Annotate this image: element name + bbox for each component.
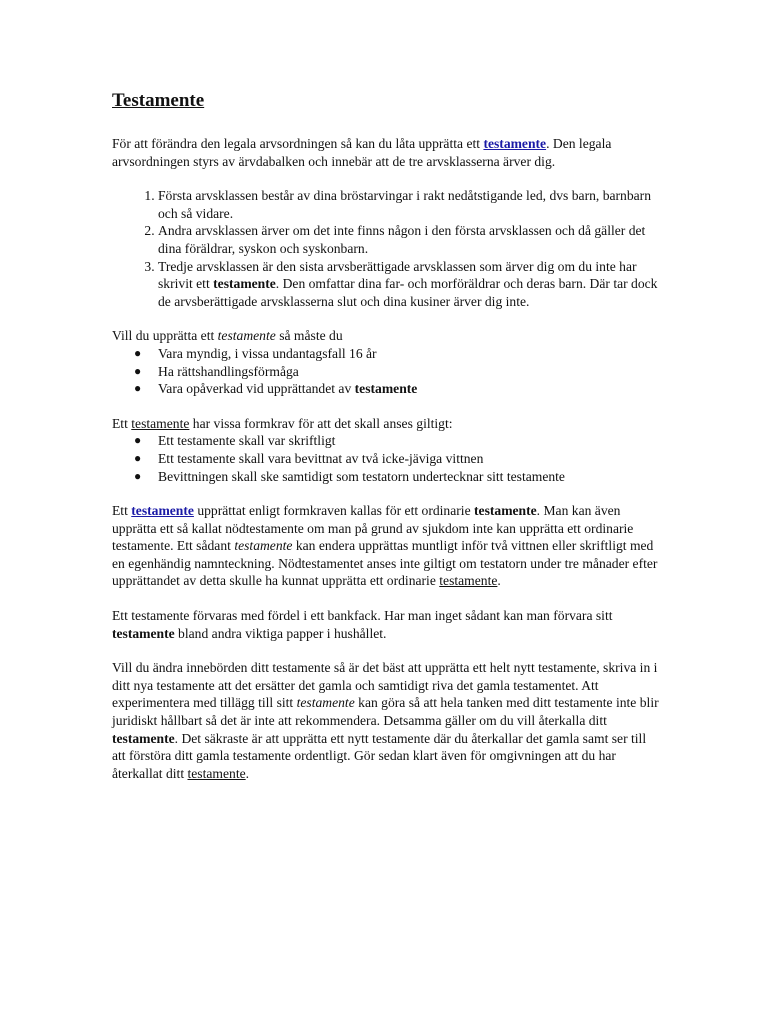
requirements-intro: Vill du upprätta ett testamente så måste du	[112, 328, 343, 344]
formal-requirements-intro: Ett testamente har vissa formkrav för att det skall anses giltigt:	[112, 415, 453, 431]
intro-paragraph	[112, 135, 660, 170]
change-testament-paragraph: Vill du ändra innebörden ditt testamente så är det bäst att upprätta ett helt nytt testamente, skriva in i ditt nya testamente att det ersätter det gamla och samtidigt riva det gamla testamentet. Att experimentera med tillägg till sitt testamente kan göra så att hela tanken med ditt testamente inte blir juridiskt hållbart så det är inte att rekommendera. Detsamma gäller om du vill återkalla ditt testamente. Det säkraste är att upprätta ett nytt testamente där du återkallar det gamla samt ser till att förstöra ditt gamla testamente ordentligt. Gör sedan klart även för omgivningen att du har återkallat ditt testamente.	[112, 660, 659, 781]
testamente-link[interactable]: testamente	[483, 136, 547, 151]
storage-paragraph: Ett testamente förvaras med fördel i ett bankfack. Har man inget sådant kan man förvara sitt testamente bland andra viktiga papper i hushållet.	[112, 608, 613, 641]
list-item: ● Bevittningen skall ske samtidigt som testatorn undertecknar sitt testamente	[134, 468, 565, 484]
page-title: Testamente	[112, 90, 205, 111]
bullet-icon: ●	[134, 345, 142, 360]
document-page	[112, 88, 660, 799]
testamente-link[interactable]: testamente	[131, 503, 194, 519]
list-item: 1. Första arvsklassen består av dina bröstarvingar i rakt nedåtstigande led, dvs barn, barnbarn och så vidare.	[158, 187, 660, 222]
formal-requirements-list	[112, 432, 660, 485]
list-item: 3. Tredje arvsklassen är den sista arvsberättigade arvsklassen som ärver dig om du inte har skrivit ett testamente. Den omfattar dina far- och morföräldrar och deras barn. Där tar dock de arvsberättigade arvsklasserna slut och dina kusiner ärver dig inte.	[158, 258, 660, 311]
list-item: ● Ha rättshandlingsförmåga	[134, 363, 299, 379]
ordinary-testament-paragraph: Ett testamente upprättat enligt formkraven kallas för ett ordinarie testamente. Man kan även upprätta ett så kallat nödtestamente om man på grund av sjukdom inte kan upprätta ett ordinarie testamente. Ett sådant testamente kan endera upprättas muntligt inför två vittnen eller skriftligt med en egenhändig namnteckning. Nödtestamentet anses inte giltigt om testatorn under tre månader efter upprättandet av detta skulle ha kunnat upprätta ett ordinarie testamente.	[112, 503, 658, 589]
bullet-icon: ●	[134, 363, 142, 378]
list-item: ● Vara opåverkad vid upprättandet av testamente	[134, 381, 418, 397]
bullet-icon: ●	[134, 450, 142, 465]
list-item: ● Ett testamente skall var skriftligt	[134, 433, 336, 449]
inheritance-classes-list	[112, 187, 660, 310]
intro-text-1: För att förändra den legala arvsordningen så kan du låta upprätta ett	[112, 136, 484, 151]
list-item: 2. Andra arvsklassen ärver om det inte finns någon i den första arvsklassen och då gäller det dina föräldrar, syskon och syskonbarn.	[158, 222, 660, 257]
bullet-icon: ●	[134, 433, 142, 448]
bullet-icon: ●	[134, 468, 142, 483]
list-item: ● Vara myndig, i vissa undantagsfall 16 år	[134, 345, 377, 361]
intro-text-2: . Den legala arvsordningen styrs av ärvdabalken och innebär att de tre arvsklasserna ärver dig.	[112, 136, 612, 169]
list-item: ● Ett testamente skall vara bevittnat av två icke-jäviga vittnen	[134, 450, 484, 466]
requirements-list	[112, 345, 660, 398]
bullet-icon: ●	[134, 381, 142, 396]
